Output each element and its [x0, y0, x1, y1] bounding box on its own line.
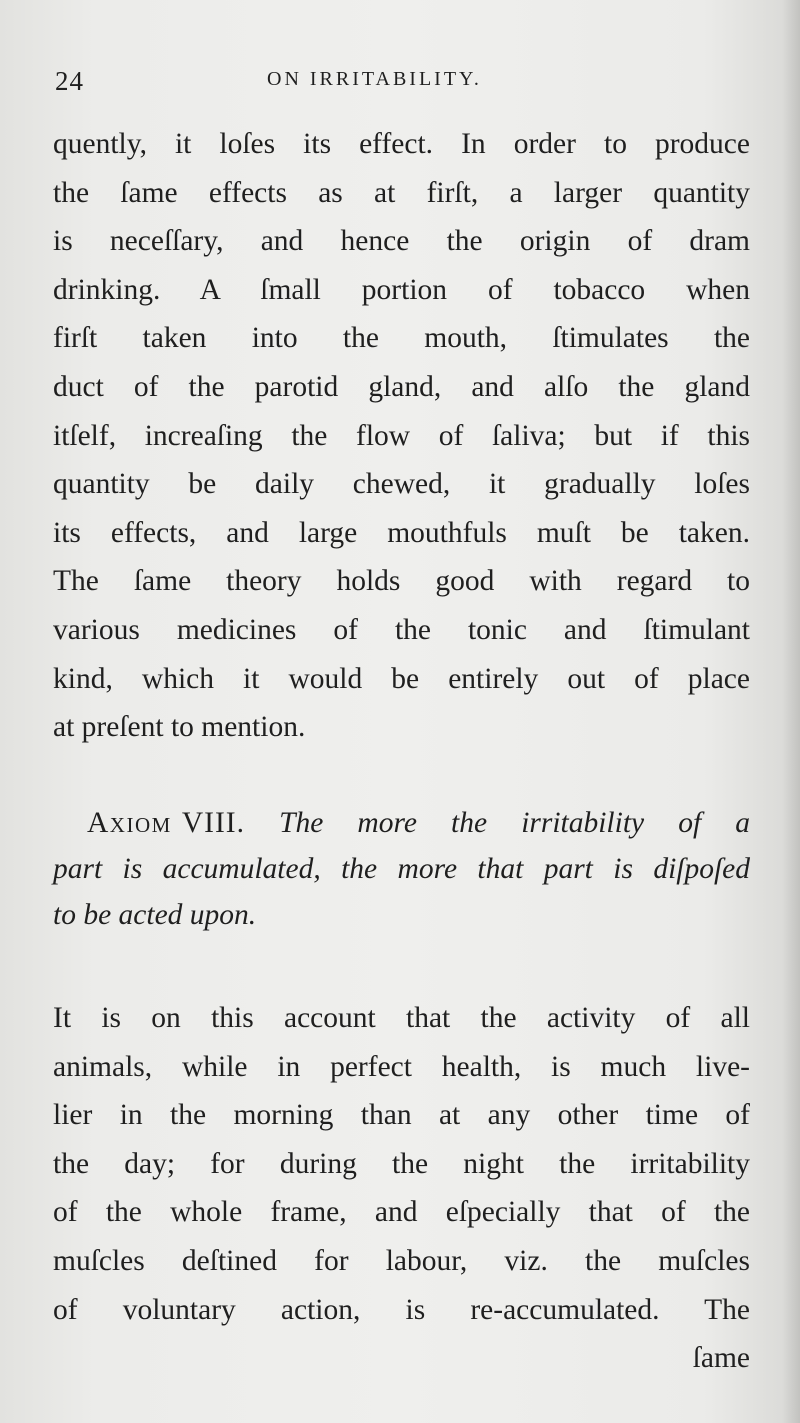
text-line: quantity be daily chewed, it gradually loſes: [53, 468, 750, 501]
text-line: of the whole frame, and eſpecially that of the: [53, 1196, 750, 1229]
page-number: 24: [55, 66, 84, 96]
running-title: ON IRRITABILITY.: [267, 68, 482, 90]
axiom-text: part is accumulated, the more that part is diſpoſed: [53, 853, 750, 885]
text-line: itſelf, increaſing the flow of ſaliva; but if this: [53, 419, 750, 452]
axiom-text: The more the irritability of a: [279, 807, 751, 839]
text-line: animals, while in perfect health, is much live-: [53, 1050, 750, 1083]
axiom-text: to be acted upon.: [53, 899, 257, 931]
paragraph-1: [53, 120, 750, 752]
text-line: kind, which it would be entirely out of place: [53, 662, 750, 695]
text-line: firſt taken into the mouth, ſtimulates the: [53, 322, 750, 355]
running-head: [55, 62, 752, 102]
text-line: of voluntary action, is re-accumulated. The: [53, 1293, 750, 1326]
axiom-label: Axiom: [87, 807, 172, 839]
text-line: muſcles deſtined for labour, viz. the muſcles: [53, 1244, 750, 1277]
text-line: drinking. A ſmall portion of tobacco when: [53, 273, 750, 306]
page-edge-shadow: [782, 0, 800, 1423]
axiom-viii: [53, 800, 750, 938]
text-line: The ſame theory holds good with regard to: [53, 565, 750, 598]
text-line: various medicines of the tonic and ſtimulant: [53, 613, 750, 646]
axiom-first-line: [53, 800, 750, 846]
paragraph-2: [53, 994, 750, 1383]
text-line: is neceſſary, and hence the origin of dram: [53, 225, 750, 258]
text-line: at preſent to mention.: [53, 711, 306, 744]
catchword: ſame: [692, 1342, 750, 1375]
text-line: lier in the morning than at any other time of: [53, 1099, 750, 1132]
text-line: the ſame effects as at firſt, a larger quantity: [53, 176, 750, 209]
text-line: It is on this account that the activity of all: [53, 1002, 750, 1034]
text-line: the day; for during the night the irritability: [53, 1147, 750, 1180]
axiom-number: VIII.: [181, 807, 245, 839]
text-line: duct of the parotid gland, and alſo the gland: [53, 370, 750, 403]
text-line: its effects, and large mouthfuls muſt be taken.: [53, 516, 750, 549]
text-line: quently, it loſes its effect. In order to produce: [53, 128, 750, 160]
